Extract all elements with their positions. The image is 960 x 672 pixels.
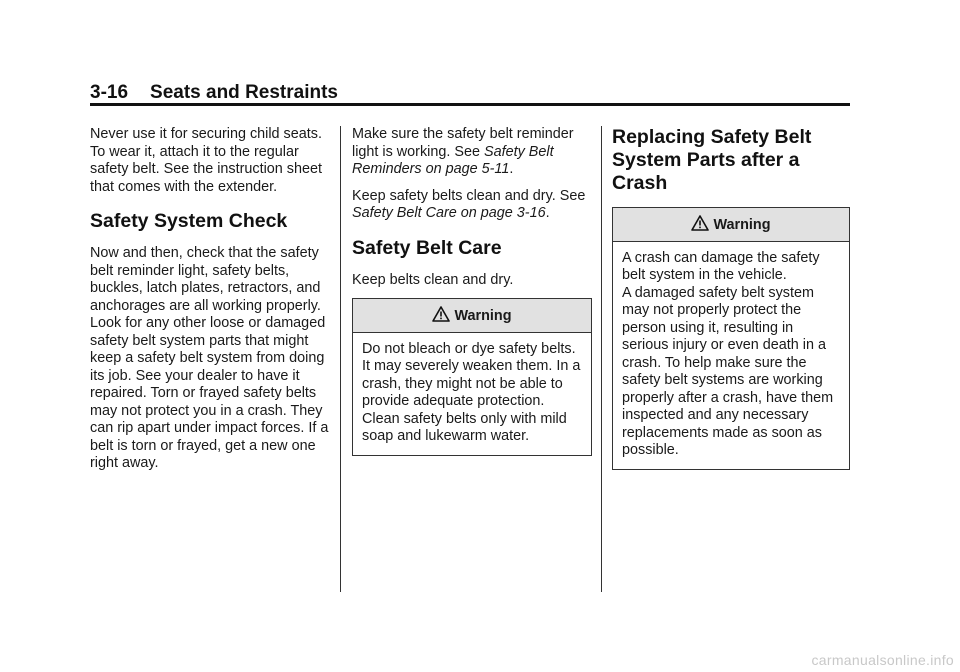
warning-label: Warning — [713, 217, 771, 233]
warning-body — [613, 242, 849, 469]
warning-body — [353, 333, 591, 455]
warning-header — [613, 208, 849, 242]
safety-belt-care-paragraph: Keep belts clean and dry. — [352, 271, 514, 288]
section-title: Seats and Restraints — [150, 82, 338, 103]
watermark: carmanualsonline.info — [811, 652, 954, 668]
clean-paragraph: Keep safety belts clean and dry. See Safety Belt Care on page 3-16. — [352, 187, 586, 221]
header-rule — [90, 103, 850, 106]
reminder-text: Make sure the safety belt reminder light is working. See — [352, 126, 574, 160]
care-link[interactable]: Safety Belt Care on page 3-16 — [352, 205, 546, 221]
warning-text: Do not bleach or dye safety belts. It may severely weaken them. In a crash, they might not be able to provide adequate protection. Clean safety belts only with mild soap and lukewarm water. — [362, 340, 581, 444]
warning-header — [353, 299, 591, 333]
warning-label: Warning — [454, 308, 512, 324]
safety-system-check-paragraph: Now and then, check that the safety belt reminder light, safety belts, buckles, latch plates, retractors, and anchorages are all working properly. Look for any other loose or damaged safety belt system parts that might keep a safety belt system from doing its job. See your dealer to have it repaired. Torn or frayed safety belts may not protect you in a crash. They can rip apart under impact forces. If a belt is torn or frayed, get a new one right away. — [90, 245, 329, 471]
reminder-paragraph: Make sure the safety belt reminder light is working. See Safety Belt Reminders on page 5-11. — [352, 126, 574, 177]
reminder-link[interactable]: Safety Belt Reminders on page 5-11 — [352, 143, 554, 177]
column-3 — [612, 126, 850, 470]
page-header — [90, 82, 850, 104]
column-divider — [601, 126, 602, 592]
column-1 — [90, 126, 330, 482]
warning-text-line2: A damaged safety belt system may not properly protect the person using it, resulting in serious injury or even death in a crash. To help make sure the safety belt systems are working properly after a crash, have them inspected and any necessary replacements made as soon as possible. — [622, 284, 834, 458]
warning-box-crash — [612, 207, 850, 470]
column-divider — [340, 126, 341, 592]
warning-box-care — [352, 298, 592, 456]
warning-icon — [691, 215, 709, 231]
warning-text-line1: A crash can damage the safety belt system in the vehicle. — [622, 249, 820, 283]
page-number: 3-16 — [90, 82, 129, 103]
replacing-parts-heading: Replacing Safety Belt System Parts after a Crash — [612, 126, 812, 194]
intro-paragraph: Never use it for securing child seats. To wear it, attach it to the regular safety belt. See the instruction sheet that comes with the extender. — [90, 126, 322, 195]
warning-icon — [432, 306, 450, 322]
column-2 — [352, 126, 592, 456]
safety-system-check-heading: Safety System Check — [90, 210, 288, 232]
clean-text: Keep safety belts clean and dry. See — [352, 187, 586, 204]
safety-belt-care-heading: Safety Belt Care — [352, 236, 502, 259]
